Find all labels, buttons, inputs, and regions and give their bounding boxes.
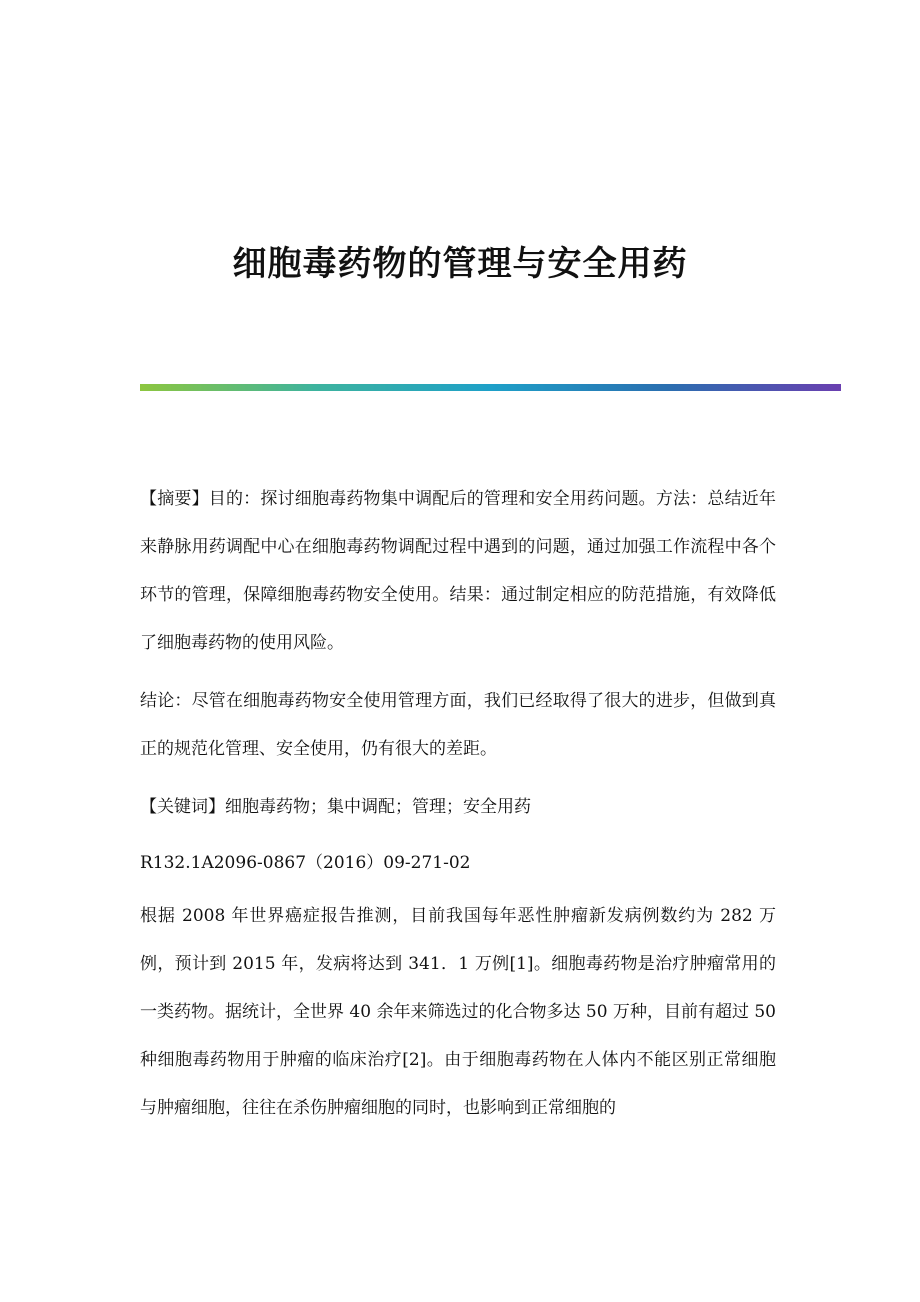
document-title: 细胞毒药物的管理与安全用药 [232,243,688,284]
title-divider [140,384,841,391]
keywords-line: 【关键词】细胞毒药物；集中调配；管理；安全用药 [140,797,531,817]
conclusion-paragraph: 结论：尽管在细胞毒药物安全使用管理方面，我们已经取得了很大的进步，但做到真正的规范化管理、安全使用，仍有很大的差距。 [140,691,776,759]
classification-code: R132.1A2096-0867（2016）09-271-02 [140,853,471,873]
abstract-paragraph: 【摘要】目的：探讨细胞毒药物集中调配后的管理和安全用药问题。方法：总结近年来静脉用药调配中心在细胞毒药物调配过程中遇到的问题，通过加强工作流程中各个环节的管理，保障细胞毒药物安全使用。结果：通过制定相应的防范措施，有效降低了细胞毒药物的使用风险。 [140,489,776,653]
intro-paragraph: 根据 2008 年世界癌症报告推测，目前我国每年恶性肿瘤新发病例数约为 282 万例，预计到 2015 年，发病将达到 341．1 万例[1]。细胞毒药物是治疗肿瘤常用的一类药物。据统计，全世界 40 余年来筛选过的化合物多达 50 万种，目前有超过 50 种细胞毒药物用于肿瘤的临床治疗[2]。由于细胞毒药物在人体内不能区别正常细胞与肿瘤细胞，往往在杀伤肿瘤细胞的同时，也影响到正常细胞的 [140,906,776,1118]
